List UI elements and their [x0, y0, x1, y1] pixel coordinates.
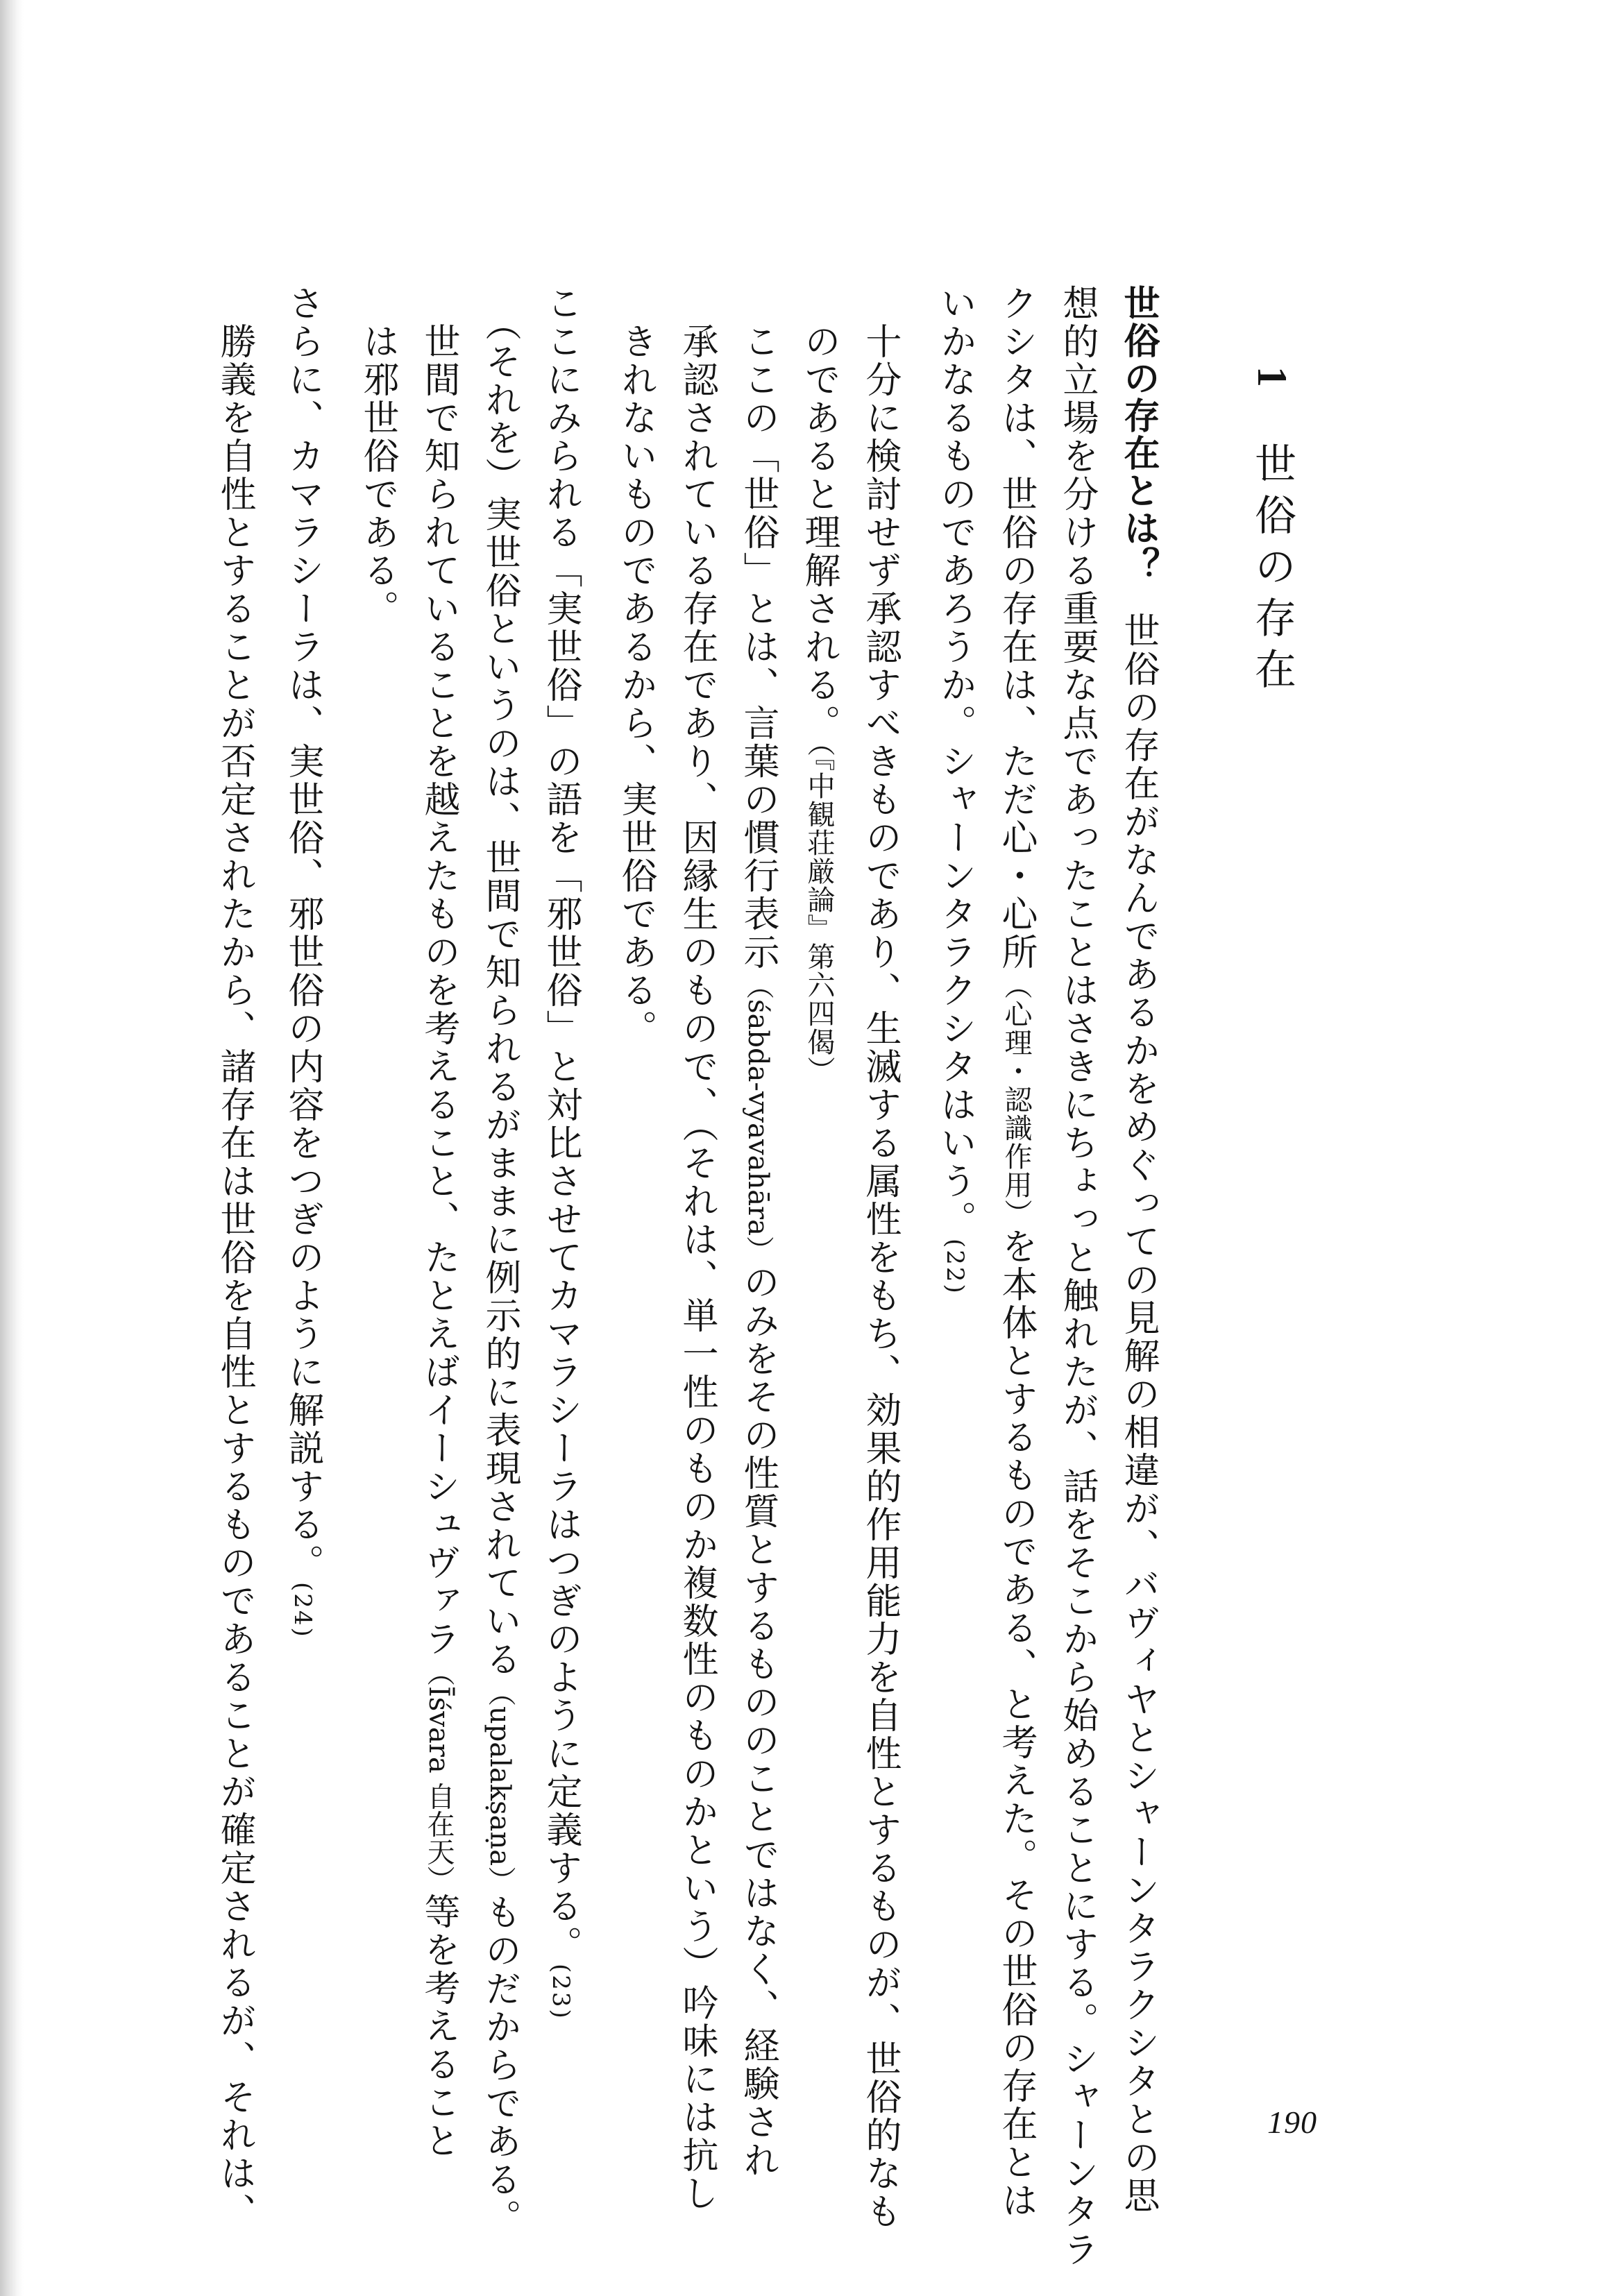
body-line-segment: さらに、カマラシーラは、実世俗、邪世俗の内容をつぎのように解説する。: [282, 284, 323, 1582]
text-column: [730, 284, 786, 2179]
text-column: [988, 284, 1044, 2220]
text-column: [608, 284, 663, 1048]
text-column: [350, 284, 405, 628]
text-column: [791, 284, 847, 1085]
text-column: [472, 284, 527, 2237]
footnote-ref: (23): [547, 1964, 575, 2021]
chapter-title: 世俗の存在: [1248, 442, 1296, 699]
text-column: [275, 284, 330, 1639]
body-line-segment: 想的立場を分ける重要な点であったことはさきにちょっと触れたが、話をそこから始めることにする。シャーンタラ: [1056, 284, 1098, 2269]
text-column: [411, 284, 466, 2160]
footnote-ref: (22): [941, 1239, 969, 1295]
chapter-number: 1: [1249, 366, 1295, 387]
inline-gloss: （心理・認識作用）: [1000, 971, 1032, 1227]
body-line-segment: ものだからである。: [479, 1894, 521, 2238]
body-line-segment: 十分に検討せず承認すべきものであり、生滅する属性をもち、効果的作用能力を自性とするものが、世俗的なも: [859, 284, 901, 2231]
body-line-segment: （それを）実世俗というのは、世間で知られるがままに例示的に表現されている: [479, 284, 521, 1678]
section-heading: 世俗の存在とは？: [1117, 284, 1159, 584]
sanskrit-term: （upalakṣaṇa）: [484, 1678, 516, 1894]
inline-gloss: （『中観荘厳論』第六四偈）: [803, 742, 835, 1085]
text-column: [927, 284, 983, 1295]
body-line-segment: 世俗の存在がなんであるかをめぐっての見解の相違が、バヴィヤとシャーンタラクシタとの思: [1117, 612, 1159, 2215]
footnote-ref: (24): [289, 1582, 316, 1639]
text-column: [533, 284, 589, 2021]
body-line-segment: 承認されている存在であり、因縁生のもので、（それは、単一性のものか複数性のものかという）吟味には抗し: [676, 284, 718, 2213]
chapter-heading: [1241, 366, 1303, 699]
body-line-segment: は邪世俗である。: [357, 284, 398, 628]
body-line-segment: 等を考えること: [418, 1893, 459, 2161]
body-line-segment: 世間で知られていることを越えたものを考えること、たとえばイーシュヴァラ: [418, 284, 459, 1658]
text-column: [207, 284, 262, 2231]
body-line-segment: ここの「世俗」とは、言葉の慣行表示: [737, 284, 779, 971]
body-line-segment: いかなるものであろうか。シャーンタラクシタはいう。: [934, 284, 976, 1239]
page-number: 190: [1267, 2104, 1317, 2140]
body-line-segment: きれないものであるから、実世俗である。: [615, 284, 657, 1048]
sanskrit-term: （Īśvara 自在天）: [423, 1658, 455, 1894]
body-line-segment: 勝義を自性とすることが否定されたから、諸存在は世俗を自性とするものであることが確定されるが、それは、: [214, 284, 255, 2231]
body-line-segment: ここにみられる「実世俗」の語を「邪世俗」と対比させてカマラシーラはつぎのように定義する。: [540, 284, 582, 1964]
text-column: [1110, 284, 1166, 2215]
text-column: [852, 284, 908, 2231]
body-line-segment: のであると理解される。: [798, 284, 840, 742]
sanskrit-term: （śabda-vyavahāra）: [742, 971, 774, 1264]
text-column: [1049, 284, 1105, 2269]
scan-edge-shadow: [0, 0, 24, 2296]
body-line-segment: のみをその性質とするもののことではなく、経験され: [737, 1264, 779, 2180]
body-line-segment: を本体とするものである、と考えた。その世俗の存在とは: [995, 1227, 1037, 2220]
body-line-segment: クシタは、世俗の存在は、ただ心・心所: [995, 284, 1037, 971]
text-column: [669, 284, 725, 2213]
